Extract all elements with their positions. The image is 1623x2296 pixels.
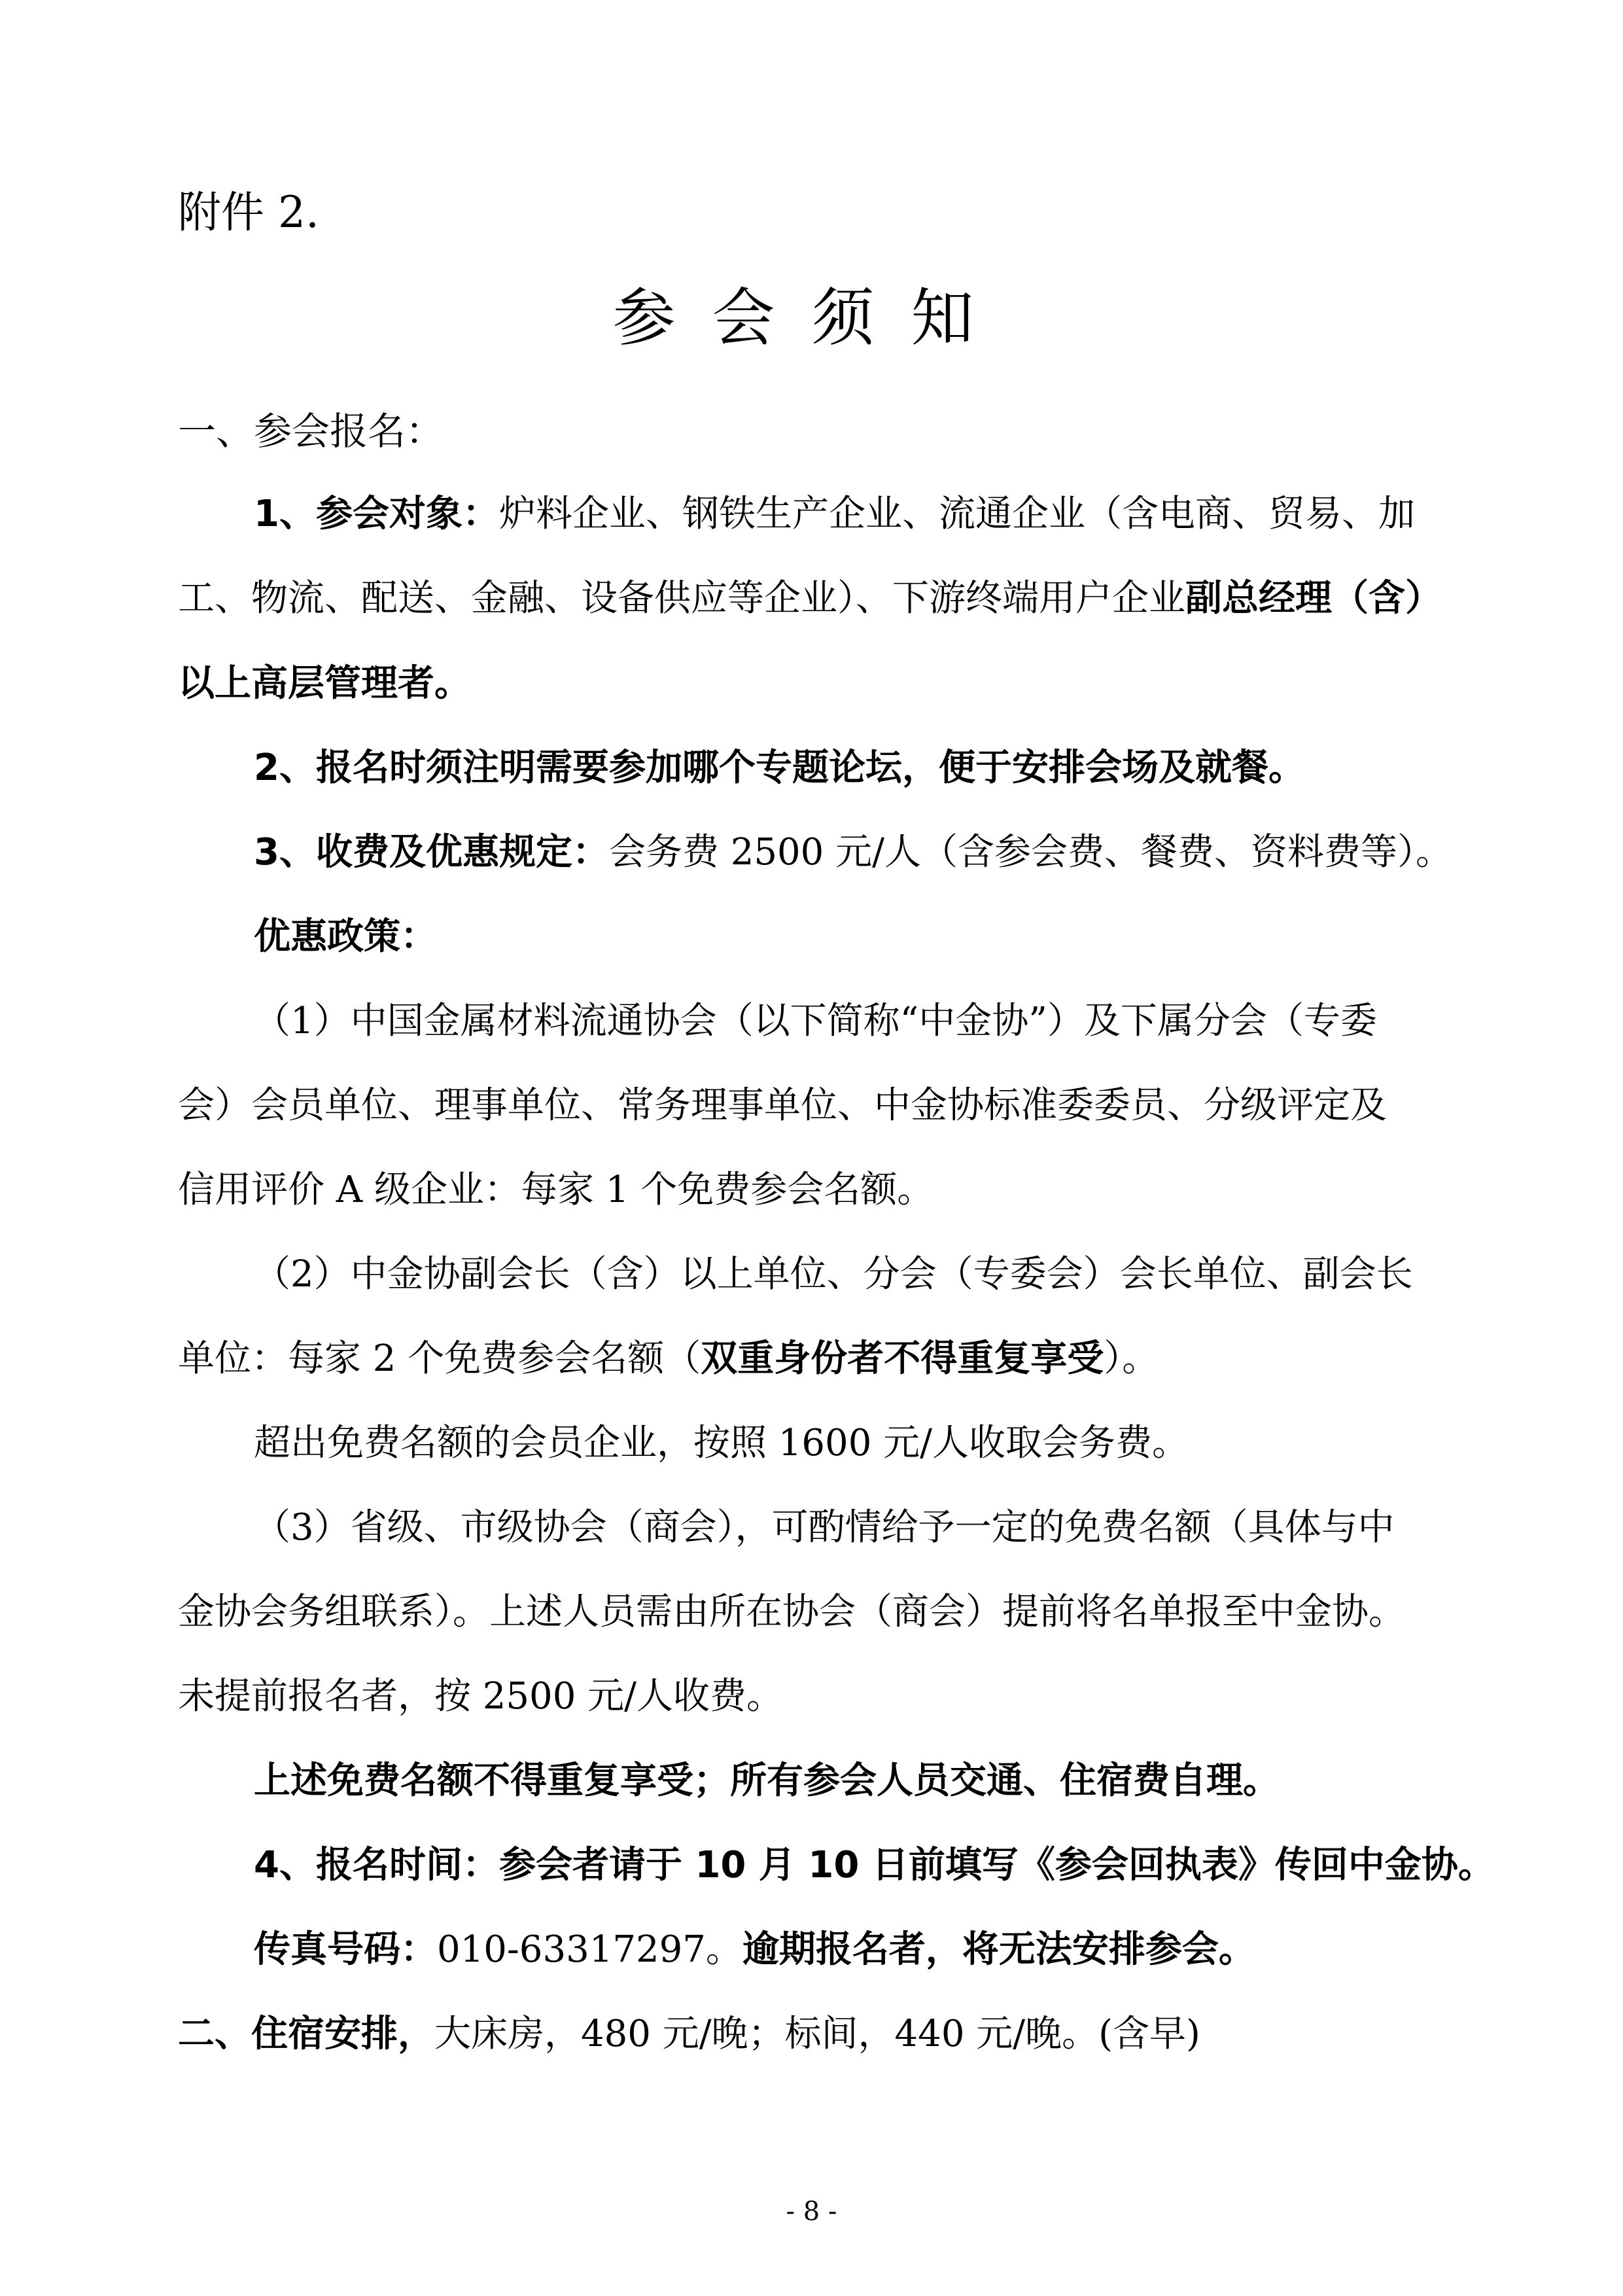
policy-2-text: 单位：每家 2 个免费参会名额（ <box>178 1337 701 1380</box>
over-quota-note: 超出免费名额的会员企业，按照 1600 元/人收取会务费。 <box>254 1422 1189 1464</box>
policy-2-line-2 <box>178 1337 1159 1380</box>
policy-3-line-2: 金协会务组联系）。上述人员需由所在协会（商会）提前将名单报至中金协。 <box>178 1591 1405 1633</box>
section-1-heading: 一、参会报名： <box>178 409 444 453</box>
fax-label: 传真号码： <box>254 1928 437 1971</box>
item-1-text: 炉料企业、钢铁生产企业、流通企业（含电商、贸易、加 <box>498 493 1415 535</box>
item-1-emphasis: 副总经理（含） <box>1185 577 1442 620</box>
item-1-line-2 <box>178 577 1442 620</box>
fax-warning: 逾期报名者，将无法安排参会。 <box>742 1928 1255 1971</box>
fax-number: 010-63317297。 <box>437 1928 742 1971</box>
item-4 <box>254 1844 1495 1886</box>
item-1-label: 1、参会对象： <box>254 493 499 535</box>
item-4-text: 参会者请于 10 月 10 日前填写《参会回执表》传回中金协。 <box>498 1844 1495 1886</box>
policy-3-line-1: （3）省级、市级协会（商会），可酌情给予一定的免费名额（具体与中 <box>254 1506 1395 1549</box>
page-title: 参会须知 <box>612 281 1011 355</box>
policy-1-line-2: 会）会员单位、理事单位、常务理事单位、中金协标准委委员、分级评定及 <box>178 1084 1387 1127</box>
policy-2-emphasis: 双重身份者不得重复享受 <box>701 1337 1104 1380</box>
item-1-line-3: 以上高层管理者。 <box>178 662 471 705</box>
section-2-heading: 二、住宿安排， <box>178 2013 434 2055</box>
policy-2-end: ）。 <box>1104 1337 1159 1380</box>
attachment-label: 附件 2. <box>178 187 319 238</box>
policy-3-line-3: 未提前报名者，按 2500 元/人收费。 <box>178 1675 783 1718</box>
item-1-line-1 <box>254 493 1415 535</box>
item-3-label: 3、收费及优惠规定： <box>254 831 609 874</box>
item-3-text: 会务费 2500 元/人（含参会费、餐费、资料费等）。 <box>608 831 1452 874</box>
policy-1-line-3: 信用评价 A 级企业：每家 1 个免费参会名额。 <box>178 1169 934 1211</box>
policy-1-line-1: （1）中国金属材料流通协会（以下简称“中金协”）及下属分会（专委 <box>254 1000 1377 1042</box>
fax-line <box>254 1928 1255 1971</box>
section-2 <box>178 2013 1200 2055</box>
free-quota-notice: 上述免费名额不得重复享受；所有参会人员交通、住宿费自理。 <box>254 1759 1280 1802</box>
item-2: 2、报名时须注明需要参加哪个专题论坛，便于安排会场及就餐。 <box>254 747 1305 789</box>
policy-2-line-1: （2）中金协副会长（含）以上单位、分会（专委会）会长单位、副会长 <box>254 1253 1413 1296</box>
item-3 <box>254 831 1452 874</box>
item-1-text-2: 工、物流、配送、金融、设备供应等企业）、下游终端用户企业 <box>178 577 1185 620</box>
policy-heading: 优惠政策： <box>254 915 437 958</box>
section-2-text: 大床房，480 元/晚；标间，440 元/晚。(含早) <box>434 2013 1200 2055</box>
item-4-label: 4、报名时间： <box>254 1844 499 1886</box>
page-number: - 8 - <box>786 2197 837 2227</box>
